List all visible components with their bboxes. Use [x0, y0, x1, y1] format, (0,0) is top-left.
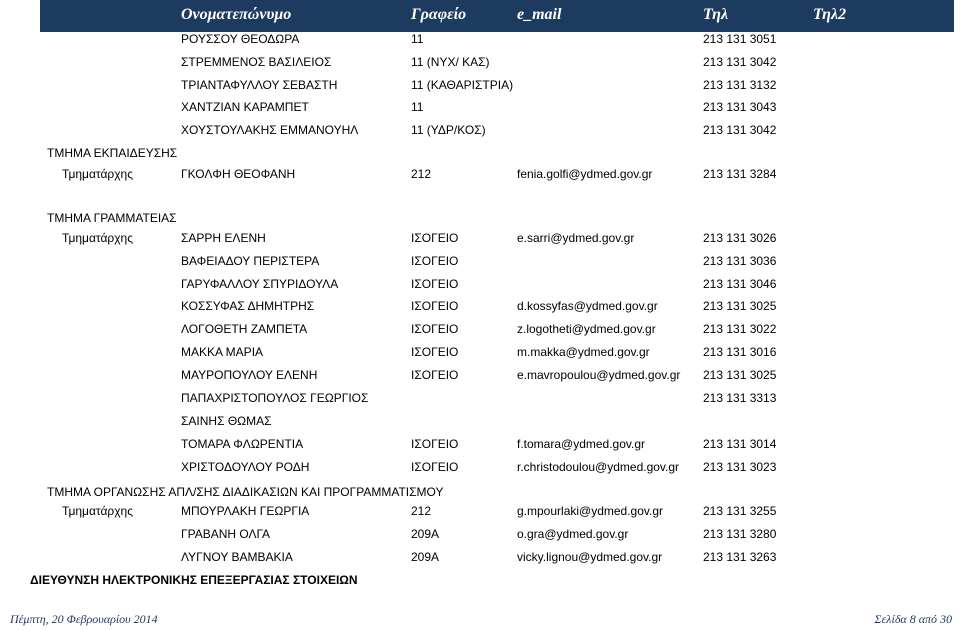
cell-email[interactable]: vicky.lignou@ydmed.gov.gr [517, 550, 663, 564]
table-row [0, 526, 960, 546]
table-row [0, 298, 960, 318]
cell-name: ΣΑΙΝΗΣ ΘΩΜΑΣ [181, 414, 272, 428]
cell-phone: 213 131 3025 [703, 368, 777, 382]
cell-office: ΙΣΟΓΕΙΟ [411, 345, 459, 359]
cell-phone: 213 131 3280 [703, 527, 777, 541]
header-office: Γραφείο [411, 6, 467, 23]
table-row [0, 99, 960, 119]
cell-phone: 213 131 3255 [703, 504, 777, 518]
cell-name: ΧΑΝΤΖΙΑΝ ΚΑΡΑΜΠΕΤ [181, 100, 309, 114]
cell-name: ΛΥΓΝΟΥ ΒΑΜΒΑΚΙΑ [181, 550, 293, 564]
cell-name: ΣΑΡΡΗ ΕΛΕΝΗ [181, 231, 266, 245]
cell-office: ΙΣΟΓΕΙΟ [411, 437, 459, 451]
cell-email[interactable]: fenia.golfi@ydmed.gov.gr [517, 167, 653, 181]
cell-name: ΜΠΟΥΡΛΑΚΗ ΓΕΩΡΓΙΑ [181, 504, 310, 518]
cell-office: ΙΣΟΓΕΙΟ [411, 299, 459, 313]
table-row [0, 230, 960, 250]
cell-name: ΜΑΥΡΟΠΟΥΛΟΥ ΕΛΕΝΗ [181, 368, 318, 382]
cell-name: ΓΡΑΒΑΝΗ ΟΛΓΑ [181, 527, 271, 541]
cell-role: Τμηματάρχης [62, 167, 133, 181]
table-row [0, 413, 960, 433]
cell-email[interactable]: e.sarri@ydmed.gov.gr [517, 231, 635, 245]
header-phone: Τηλ [703, 6, 729, 23]
cell-phone: 213 131 3016 [703, 345, 777, 359]
cell-phone: 213 131 3014 [703, 437, 777, 451]
cell-office: ΙΣΟΓΕΙΟ [411, 254, 459, 268]
table-row [0, 276, 960, 296]
cell-phone: 213 131 3263 [703, 550, 777, 564]
cell-name: ΓΚΟΛΦΗ ΘΕΟΦΑΝΗ [181, 167, 296, 181]
cell-office: 209Α [411, 550, 440, 564]
cell-phone: 213 131 3132 [703, 78, 777, 92]
cell-office: ΙΣΟΓΕΙΟ [411, 322, 459, 336]
table-row [0, 122, 960, 142]
cell-phone: 213 131 3025 [703, 299, 777, 313]
cell-phone: 213 131 3043 [703, 100, 777, 114]
cell-name: ΣΤΡΕΜΜΕΝΟΣ ΒΑΣΙΛΕΙΟΣ [181, 55, 332, 69]
table-row [0, 367, 960, 387]
header-name: Ονοματεπώνυμο [181, 6, 292, 23]
table-row [0, 436, 960, 456]
cell-office: ΙΣΟΓΕΙΟ [411, 368, 459, 382]
cell-phone: 213 131 3042 [703, 55, 777, 69]
cell-name: ΠΑΠΑΧΡΙΣΤΟΠΟΥΛΟΣ ΓΕΩΡΓΙΟΣ [181, 391, 369, 405]
cell-email[interactable]: g.mpourlaki@ydmed.gov.gr [517, 504, 664, 518]
cell-name: ΧΟΥΣΤΟΥΛΑΚΗΣ ΕΜΜΑΝΟΥΗΛ [181, 123, 359, 137]
section-title-secretariat: ΤΜΗΜΑ ΓΡΑΜΜΑΤΕΙΑΣ [47, 211, 177, 225]
cell-phone: 213 131 3023 [703, 460, 777, 474]
cell-office: 11 [411, 32, 424, 46]
table-row [0, 54, 960, 74]
table-row [0, 390, 960, 410]
table-row [0, 31, 960, 51]
cell-name: ΡΟΥΣΣΟΥ ΘΕΟΔΩΡΑ [181, 32, 300, 46]
cell-office: 209Α [411, 527, 440, 541]
cell-name: ΤΡΙΑΝΤΑΦΥΛΛΟΥ ΣΕΒΑΣΤΗ [181, 78, 338, 92]
cell-phone: 213 131 3051 [703, 32, 777, 46]
header-phone2: Τηλ2 [813, 6, 847, 23]
cell-phone: 213 131 3022 [703, 322, 777, 336]
table-row [0, 166, 960, 186]
table-row [0, 321, 960, 341]
cell-email[interactable]: d.kossyfas@ydmed.gov.gr [517, 299, 658, 313]
cell-office: 11 (ΚΑΘΑΡΙΣΤΡΙΑ) [411, 78, 514, 92]
cell-name: ΒΑΦΕΙΑΔΟΥ ΠΕΡΙΣΤΕΡΑ [181, 254, 320, 268]
section-title-organization: ΤΜΗΜΑ ΟΡΓΑΝΩΣΗΣ ΑΠΛ/ΣΗΣ ΔΙΑΔΙΚΑΣΙΩΝ ΚΑΙ ΠΡΟΓΡΑΜΜΑΤΙΣΜΟΥ [47, 485, 444, 499]
footer-page-number: Σελίδα 8 από 30 [874, 612, 952, 626]
header-email: e_mail [517, 6, 562, 23]
cell-office: ΙΣΟΓΕΙΟ [411, 231, 459, 245]
cell-email[interactable]: e.mavropoulou@ydmed.gov.gr [517, 368, 681, 382]
cell-phone: 213 131 3284 [703, 167, 777, 181]
table-row [0, 253, 960, 273]
section-title-edp: ΔΙΕΥΘΥΝΣΗ ΗΛΕΚΤΡΟΝΙΚΗΣ ΕΠΕΞΕΡΓΑΣΙΑΣ ΣΤΟΙΧΕΙΩΝ [30, 573, 358, 587]
cell-role: Τμηματάρχης [62, 231, 133, 245]
cell-name: ΓΑΡΥΦΑΛΛΟΥ ΣΠΥΡΙΔΟΥΛΑ [181, 277, 339, 291]
cell-name: ΤΟΜΑΡΑ ΦΛΩΡΕΝΤΙΑ [181, 437, 304, 451]
table-row [0, 344, 960, 364]
cell-email[interactable]: r.christodoulou@ydmed.gov.gr [517, 460, 680, 474]
cell-name: ΛΟΓΟΘΕΤΗ ΖΑΜΠΕΤΑ [181, 322, 308, 336]
cell-office: ΙΣΟΓΕΙΟ [411, 460, 459, 474]
cell-phone: 213 131 3046 [703, 277, 777, 291]
cell-email[interactable]: o.gra@ydmed.gov.gr [517, 527, 629, 541]
cell-email[interactable]: m.makka@ydmed.gov.gr [517, 345, 650, 359]
cell-office: ΙΣΟΓΕΙΟ [411, 277, 459, 291]
column-header-bar [40, 0, 954, 32]
cell-name: ΚΟΣΣΥΦΑΣ ΔΗΜΗΤΡΗΣ [181, 299, 315, 313]
footer-date: Πέμπτη, 20 Φεβρουαρίου 2014 [10, 612, 158, 626]
cell-role: Τμηματάρχης [62, 504, 133, 518]
section-title-education: ΤΜΗΜΑ ΕΚΠΑΙΔΕΥΣΗΣ [47, 146, 178, 160]
cell-office: 11 (ΥΔΡ/ΚΟΣ) [411, 123, 486, 137]
cell-phone: 213 131 3313 [703, 391, 777, 405]
cell-phone: 213 131 3036 [703, 254, 777, 268]
table-row [0, 549, 960, 569]
cell-name: ΧΡΙΣΤΟΔΟΥΛΟΥ ΡΟΔΗ [181, 460, 310, 474]
cell-office: 11 [411, 100, 424, 114]
cell-phone: 213 131 3026 [703, 231, 777, 245]
cell-email[interactable]: f.tomara@ydmed.gov.gr [517, 437, 646, 451]
table-row [0, 503, 960, 523]
cell-office: 212 [411, 504, 432, 518]
cell-phone: 213 131 3042 [703, 123, 777, 137]
cell-name: ΜΑΚΚΑ ΜΑΡΙΑ [181, 345, 264, 359]
table-row [0, 77, 960, 97]
cell-office: 11 (ΝΥΧ/ ΚΑΣ) [411, 55, 490, 69]
cell-email[interactable]: z.logotheti@ydmed.gov.gr [517, 322, 656, 336]
cell-office: 212 [411, 167, 432, 181]
table-row [0, 459, 960, 479]
